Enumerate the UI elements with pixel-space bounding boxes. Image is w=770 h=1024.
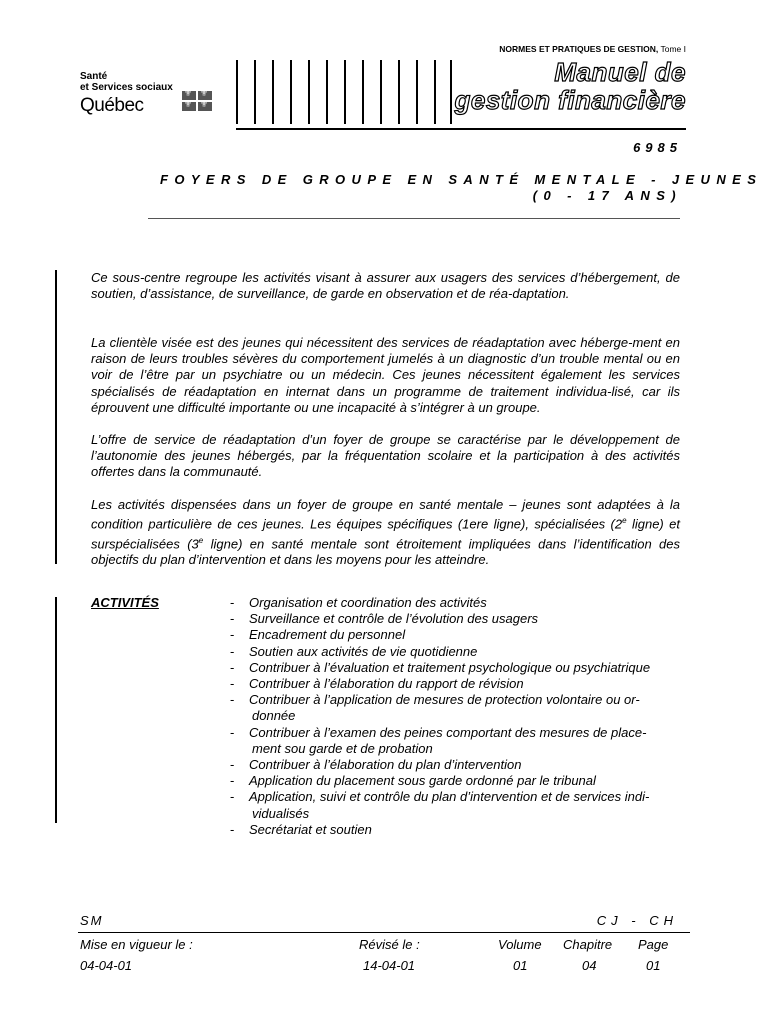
quebec-logo (80, 71, 220, 116)
activity-item (230, 692, 690, 724)
footer-revised-value: 14-04-01 (363, 958, 416, 973)
activity-text: - Contribuer à l’évaluation et traitement psychologique ou psychiatrique (249, 659, 651, 675)
footer-divider (78, 932, 690, 933)
activity-text: - Application du placement sous garde ordonné par le tribunal (249, 773, 596, 789)
footer-revised-label: Révisé le : (359, 937, 420, 952)
header-reference (499, 44, 686, 54)
footer-right-code: CJ - CH (596, 913, 678, 928)
document-title-line1: FOYERS DE GROUPE EN SANTÉ MENTALE - JEUNES (160, 172, 763, 187)
manual-title-line1: Manuel de (554, 57, 686, 87)
activity-text: - Contribuer à l’élaboration du rapport de révision (249, 676, 524, 692)
manual-title (455, 58, 687, 114)
footer-effective-value: 04-04-01 (80, 958, 133, 973)
barcode-decoration (236, 60, 452, 124)
activity-item (230, 822, 690, 838)
activity-text-continued: vidualisés (252, 805, 310, 821)
title-divider (148, 218, 680, 219)
activity-item (230, 595, 690, 611)
footer-effective-label: Mise en vigueur le : (80, 937, 193, 952)
activity-text: - Surveillance et contrôle de l’évolution des usagers (249, 611, 539, 627)
p4-part2: ligne) et surspécialisées (3 (91, 516, 680, 552)
logo-line2: et Services sociaux (80, 82, 173, 93)
activity-text: - Contribuer à l’élaboration du plan d’intervention (249, 757, 522, 773)
quebec-flag-icon (182, 91, 214, 112)
activities-list (230, 595, 690, 838)
activity-item (230, 627, 690, 643)
document-title-line2: (0 - 17 ANS) (532, 188, 682, 203)
activity-item (230, 676, 690, 692)
activity-text: - Application, suivi et contrôle du plan d’intervention et de services indi- (249, 789, 650, 805)
header-divider (236, 128, 686, 130)
document-code: 6985 (633, 140, 682, 155)
activity-item (230, 757, 690, 773)
paragraph-intro: Ce sous-centre regroupe les activités visant à assurer aux usagers des services d’hébergement, de soutien, d’assistance, de surveillance, de garde en observation et de réa-daptation. (91, 270, 680, 302)
activity-text: - Encadrement du personnel (249, 627, 406, 643)
activity-item (230, 773, 690, 789)
activity-text: - Organisation et coordination des activités (249, 595, 487, 610)
activity-item (230, 725, 690, 757)
p4-sup2: e (198, 535, 204, 545)
footer-volume-label: Volume (498, 937, 542, 952)
activity-text: - Contribuer à l’application de mesures de protection volontaire ou or- (249, 692, 640, 708)
footer-chapter-value: 04 (582, 958, 597, 973)
activity-text-continued: ment sou garde et de probation (252, 740, 433, 756)
footer-volume-value: 01 (513, 958, 528, 973)
revision-bar-2 (55, 597, 57, 823)
activity-text: - Contribuer à l’examen des peines comportant des mesures de place- (249, 724, 647, 740)
activity-item (230, 789, 690, 821)
activity-item (230, 644, 690, 660)
activities-label: ACTIVITÉS (91, 595, 159, 610)
logo-wordmark: Québec (80, 95, 144, 116)
p4-part3: ligne) en santé mentale sont étroitement impliquées dans l’identification des objectifs du plan d’intervention et dans les moyens pour les atteindre. (91, 536, 681, 568)
paragraph-activities-intro (91, 497, 680, 568)
p4-sup1: e (622, 516, 627, 526)
footer-left-code: SM (80, 913, 104, 928)
activity-item (230, 660, 690, 676)
activity-text: - Secrétariat et soutien (249, 821, 372, 837)
activity-item (230, 611, 690, 627)
revision-bar-1 (55, 270, 57, 564)
paragraph-clientele: La clientèle visée est des jeunes qui nécessitent des services de réadaptation avec héberge-ment en raison de leurs troubles sévères du comportement jumelés à un diagnostic d’un trouble mental ou en voir de l’être par un psychiatre ou un médecin. Ces jeunes nécessitent également les services spécialisés de réadaptation en internat dans un programme de traitement individua-lisé, car ils éprouvent une difficulté importante ou une incapacité à s’intégrer à un groupe. (91, 335, 680, 415)
footer-page-value: 01 (646, 958, 661, 973)
manual-title-line2: gestion financière (454, 85, 686, 115)
header-reference-tome: Tome I (658, 44, 686, 54)
paragraph-service-offer: L’offre de service de réadaptation d’un foyer de groupe se caractérise par le développement de l’autonomie des jeunes hébergés, par la fréquentation scolaire et la participation à des activités offertes dans la communauté. (91, 432, 680, 480)
footer-page-label: Page (638, 937, 669, 952)
activity-text: - Soutien aux activités de vie quotidienne (249, 643, 478, 659)
header-reference-bold: NORMES ET PRATIQUES DE GESTION, (499, 44, 659, 54)
footer-chapter-label: Chapitre (563, 937, 613, 952)
activity-text-continued: donnée (252, 708, 296, 724)
logo-line1: Santé (80, 71, 108, 82)
p4-part1: Les activités dispensées dans un foyer de groupe en santé mentale – jeunes sont adaptées à la condition particulière de ces jeunes. Les équipes spécifiques (1ere ligne), spécialisées (2 (91, 497, 680, 532)
